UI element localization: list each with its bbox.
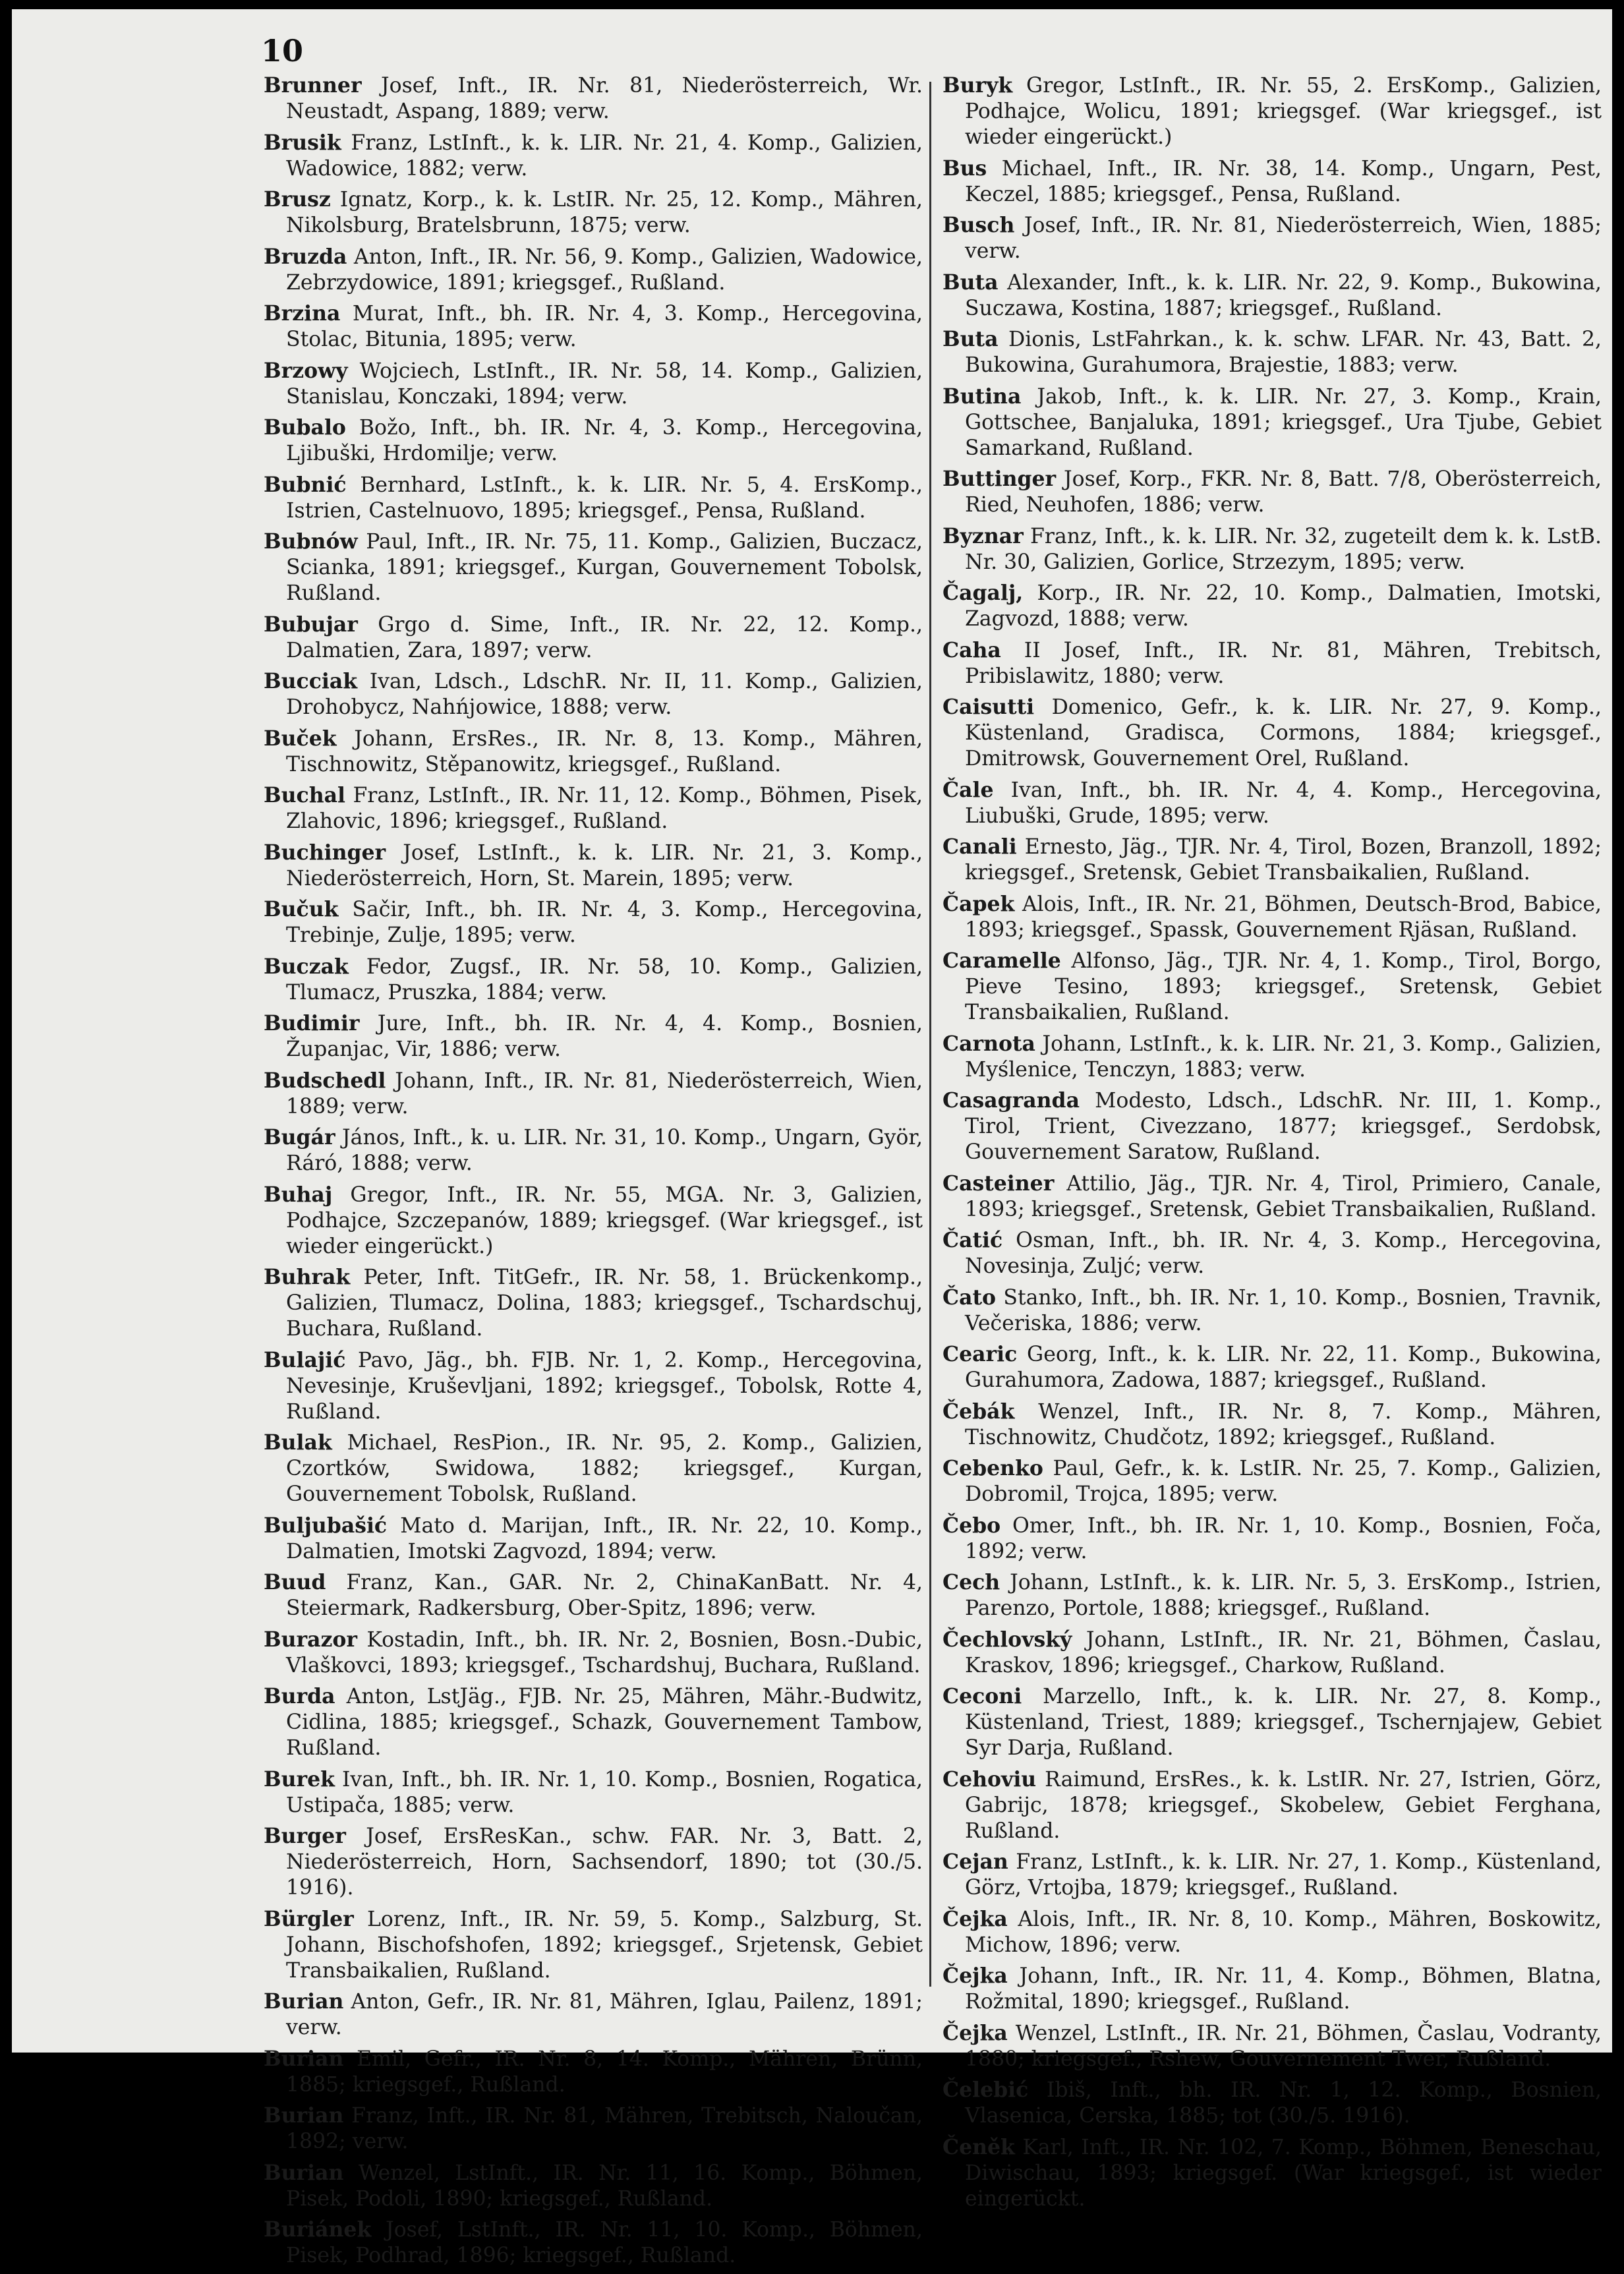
register-entry: [264, 130, 923, 182]
entry-details: Johann, LstInft., k. k. LIR. Nr. 21, 3. Komp., Galizien, Myślenice, Tenczyn, 1883; verw.: [965, 1032, 1602, 1082]
register-entry: [942, 1627, 1602, 1679]
entry-details: Ibiš, Inft., bh. IR. Nr. 1, 12. Komp., Bosnien, Vlasenica, Cerska, 1885; tot (30./5. 1916).: [965, 2078, 1602, 2128]
register-entry: [264, 1182, 923, 1260]
entry-surname: Casagranda: [942, 1088, 1080, 1113]
register-entry: [942, 212, 1602, 264]
entry-details: Johann, LstInft., k. k. LIR. Nr. 5, 3. ErsKomp., Istrien, Parenzo, Portole, 1888; kriegsgef., Rußland.: [965, 1571, 1602, 1620]
entry-surname: Brusik: [264, 130, 341, 155]
register-entry: [942, 326, 1602, 378]
register-entry: [942, 156, 1602, 208]
entry-details: Gregor, LstInft., IR. Nr. 55, 2. ErsKomp., Galizien, Podhajce, Wolicu, 1891; kriegsgef. (War kriegsgef., ist wieder eingerückt.): [965, 74, 1602, 149]
entry-details: Bernhard, LstInft., k. k. LIR. Nr. 5, 4. ErsKomp., Istrien, Castelnuovo, 1895; kriegsgef., Pensa, Rußland.: [286, 473, 923, 523]
register-entry: [942, 777, 1602, 829]
entry-details: Domenico, Gefr., k. k. LIR. Nr. 27, 9. Komp., Küstenland, Gradisca, Cormons, 1884; kriegsgef., Dmitrowsk, Gouvernement Orel, Rußland.: [965, 695, 1602, 771]
register-entry: [264, 244, 923, 296]
entry-surname: Buczak: [264, 954, 349, 979]
entry-details: II Josef, Inft., IR. Nr. 81, Mähren, Trebitsch, Pribislawitz, 1880; verw.: [965, 638, 1602, 688]
entry-surname: Bulajić: [264, 1347, 346, 1372]
entry-surname: Buriánek: [264, 2217, 372, 2242]
entry-surname: Caisutti: [942, 695, 1035, 719]
entry-surname: Caramelle: [942, 948, 1061, 973]
entry-surname: Čatić: [942, 1228, 1003, 1252]
entry-details: Grgo d. Sime, Inft., IR. Nr. 22, 12. Komp., Dalmatien, Zara, 1897; verw.: [286, 612, 923, 662]
entry-details: Paul, Inft., IR. Nr. 75, 11. Komp., Galizien, Buczacz, Scianka, 1891; kriegsgef., Kurgan, Gouvernement Tobolsk, Rußland.: [286, 530, 923, 605]
register-entry: [264, 529, 923, 606]
entry-surname: Čapek: [942, 891, 1015, 916]
entry-surname: Buljubašić: [264, 1513, 388, 1538]
entry-details: Sačir, Inft., bh. IR. Nr. 4, 3. Komp., Hercegovina, Trebinje, Zulje, 1895; verw.: [286, 898, 923, 947]
entry-details: Josef, LstInft., IR. Nr. 11, 10. Komp., Böhmen, Pisek, Podhrad, 1896; kriegsgef., Rußland.: [286, 2218, 923, 2267]
entry-details: Franz, Kan., GAR. Nr. 2, ChinaKanBatt. Nr. 4, Steiermark, Radkersburg, Ober-Spitz, 1896; verw.: [286, 1571, 923, 1620]
register-entry: [264, 840, 923, 892]
entry-details: Karl, Inft., IR. Nr. 102, 7. Komp., Böhmen, Beneschau, Diwischau, 1893; kriegsgef. (War kriegsgef., ist wieder eingerückt.: [965, 2135, 1602, 2211]
register-entry: [942, 891, 1602, 943]
register-entry: [942, 523, 1602, 575]
entry-surname: Čejka: [942, 1906, 1008, 1931]
entry-surname: Cearic: [942, 1342, 1018, 1366]
entry-details: Ivan, Inft., bh. IR. Nr. 1, 10. Komp., Bosnien, Rogatica, Ustipača, 1885; verw.: [286, 1767, 923, 1817]
register-entry: [942, 270, 1602, 322]
entry-details: Ernesto, Jäg., TJR. Nr. 4, Tirol, Bozen, Branzoll, 1892; kriegsgef., Sretensk, Gebiet Transbaikalien, Rußland.: [965, 835, 1602, 885]
register-entry: [942, 1285, 1602, 1337]
entry-details: Johann, Inft., IR. Nr. 81, Niederösterreich, Wien, 1889; verw.: [286, 1068, 923, 1119]
entry-surname: Busch: [942, 213, 1015, 237]
entry-details: Mato d. Marijan, Inft., IR. Nr. 22, 10. Komp., Dalmatien, Imotski Zagvozd, 1894; verw.: [286, 1513, 923, 1563]
register-entry: [942, 2020, 1602, 2072]
register-entry: [264, 1627, 923, 1679]
entry-surname: Burda: [264, 1684, 335, 1708]
entry-surname: Burger: [264, 1824, 346, 1848]
entry-surname: Bulak: [264, 1430, 332, 1455]
entry-surname: Buchal: [264, 783, 345, 807]
entry-surname: Čejka: [942, 1964, 1008, 1988]
entry-surname: Bubujar: [264, 612, 358, 637]
entry-surname: Burian: [264, 2103, 344, 2128]
entry-details: Johann, LstInft., IR. Nr. 21, Böhmen, Časlau, Kraskov, 1896; kriegsgef., Charkow, Rußland.: [965, 1627, 1602, 1677]
entry-details: Raimund, ErsRes., k. k. LstIR. Nr. 27, Istrien, Görz, Gabrijc, 1878; kriegsgef., Skobelew, Gebiet Ferghana, Rußland.: [965, 1767, 1602, 1843]
entry-details: Jakob, Inft., k. k. LIR. Nr. 27, 3. Komp., Krain, Gottschee, Banjaluka, 1891; kriegsgef., Ura Tjube, Gebiet Samarkand, Rußland.: [965, 384, 1602, 460]
register-entry: [264, 2160, 923, 2212]
document-page: [12, 9, 1612, 2267]
left-column: [264, 73, 923, 2274]
register-entry: [942, 73, 1602, 150]
entry-details: Ignatz, Korp., k. k. LstIR. Nr. 25, 12. Komp., Mähren, Nikolsburg, Bratelsbrunn, 1875; verw.: [286, 188, 923, 237]
entry-surname: Bürgler: [264, 1906, 354, 1931]
entry-surname: Cejan: [942, 1850, 1008, 1874]
register-entry: [942, 1399, 1602, 1451]
entry-surname: Čeněk: [942, 2134, 1015, 2159]
entry-details: Josef, LstInft., k. k. LIR. Nr. 21, 3. Komp., Niederösterreich, Horn, St. Marein, 1895; verw.: [286, 840, 923, 890]
register-entry: [264, 358, 923, 410]
entry-details: Alois, Inft., IR. Nr. 21, Böhmen, Deutsch-Brod, Babice, 1893; kriegsgef., Spassk, Gouvernement Rjäsan, Rußland.: [965, 892, 1602, 942]
register-entry: [264, 1347, 923, 1425]
register-entry: [264, 2046, 923, 2098]
entry-details: Johann, ErsRes., IR. Nr. 8, 13. Komp., Mähren, Tischnowitz, Stěpanowitz, kriegsgef., Rußland.: [286, 726, 923, 776]
entry-details: Wenzel, LstInft., IR. Nr. 21, Böhmen, Časlau, Vodranty, 1880; kriegsgef., Rshew, Gouvernement Twer, Rußland.: [965, 2021, 1602, 2071]
entry-details: Josef, Korp., FKR. Nr. 8, Batt. 7/8, Oberösterreich, Ried, Neuhofen, 1886; verw.: [965, 467, 1602, 517]
entry-details: Modesto, Ldsch., LdschR. Nr. III, 1. Komp., Tirol, Trient, Civezzano, 1877; kriegsgef., Serdobsk, Gouvernement Saratow, Rußland.: [965, 1089, 1602, 1164]
entry-surname: Buchinger: [264, 840, 386, 865]
register-entry: [942, 1341, 1602, 1393]
register-entry: [942, 1963, 1602, 2015]
entry-details: Fedor, Zugsf., IR. Nr. 58, 10. Komp., Galizien, Tlumacz, Pruszka, 1884; verw.: [286, 954, 923, 1005]
register-entry: [942, 2134, 1602, 2212]
entry-surname: Cebenko: [942, 1456, 1043, 1480]
entry-surname: Buta: [942, 327, 999, 351]
register-entry: [264, 1010, 923, 1063]
entry-surname: Butina: [942, 384, 1022, 409]
register-entry: [264, 896, 923, 948]
register-entry: [942, 637, 1602, 689]
entry-details: Pavo, Jäg., bh. FJB. Nr. 1, 2. Komp., Hercegovina, Nevesinje, Kruševljani, 1892; kriegsgef., Tobolsk, Rotte 4, Rußland.: [286, 1348, 923, 1424]
register-entry: [264, 1068, 923, 1120]
entry-details: Emil, Gefr., IR. Nr. 8, 14. Komp., Mähren, Brünn, 1885; kriegsgef., Rußland.: [286, 2047, 923, 2097]
entry-surname: Buttinger: [942, 467, 1057, 491]
register-entry: [942, 834, 1602, 886]
register-entry: [942, 948, 1602, 1026]
entry-surname: Buud: [264, 1570, 326, 1594]
register-entry: [264, 1513, 923, 1565]
entry-details: Jure, Inft., bh. IR. Nr. 4, 4. Komp., Bosnien, Županjac, Vir, 1886; verw.: [286, 1012, 923, 1061]
entry-surname: Casteiner: [942, 1171, 1055, 1196]
register-entry: [264, 472, 923, 524]
entry-details: Alexander, Inft., k. k. LIR. Nr. 22, 9. Komp., Bukowina, Suczawa, Kostina, 1887; kriegsgef., Rußland.: [965, 270, 1602, 320]
entry-details: Wojciech, LstInft., IR. Nr. 58, 14. Komp., Galizien, Stanislau, Konczaki, 1894; verw.: [286, 359, 923, 409]
entry-surname: Bubalo: [264, 415, 346, 440]
register-entry: [942, 1766, 1602, 1844]
register-entry: [264, 726, 923, 778]
entry-surname: Čato: [942, 1285, 997, 1310]
entry-surname: Ceconi: [942, 1684, 1022, 1708]
entry-details: Gregor, Inft., IR. Nr. 55, MGA. Nr. 3, Galizien, Podhajce, Szczepanów, 1889; kriegsgef. (War kriegsgef., ist wieder eingerückt.): [286, 1182, 923, 1258]
entry-details: Attilio, Jäg., TJR. Nr. 4, Tirol, Primiero, Canale, 1893; kriegsgef., Sretensk, Gebiet Transbaikalien, Rußland.: [965, 1171, 1602, 1221]
entry-details: Josef, Inft., IR. Nr. 81, Niederösterreich, Wr. Neustadt, Aspang, 1889; verw.: [286, 74, 923, 123]
register-entry: [942, 1683, 1602, 1761]
page-number: 10: [261, 33, 304, 69]
entry-surname: Cech: [942, 1570, 1000, 1594]
entry-details: Michael, Inft., IR. Nr. 38, 14. Komp., Ungarn, Pest, Keczel, 1885; kriegsgef., Pensa, Rußland.: [965, 156, 1602, 206]
entry-details: Franz, Inft., k. k. LIR. Nr. 32, zugeteilt dem k. k. LstB. Nr. 30, Galizien, Gorlice, Strzezym, 1895; verw.: [965, 524, 1602, 574]
entry-surname: Bruzda: [264, 244, 347, 269]
entry-details: Kostadin, Inft., bh. IR. Nr. 2, Bosnien, Bosn.-Dubic, Vlaškovci, 1893; kriegsgef., Tschardshuj, Buchara, Rußland.: [286, 1627, 923, 1677]
entry-surname: Brzowy: [264, 358, 348, 383]
entry-details: Georg, Inft., k. k. LIR. Nr. 22, 11. Komp., Bukowina, Gurahumora, Zadowa, 1887; kriegsgef., Rußland.: [965, 1343, 1602, 1392]
entry-surname: Budimir: [264, 1011, 360, 1035]
entry-surname: Buta: [942, 270, 999, 295]
register-entry: [264, 954, 923, 1006]
entry-surname: Burian: [264, 1989, 344, 2014]
register-entry: [264, 1124, 923, 1177]
register-entry: [264, 1766, 923, 1819]
entry-details: Franz, LstInft., k. k. LIR. Nr. 21, 4. Komp., Galizien, Wadowice, 1882; verw.: [286, 131, 923, 181]
entry-details: Josef, Inft., IR. Nr. 81, Niederösterreich, Wien, 1885; verw.: [965, 214, 1602, 263]
register-entry: [264, 1430, 923, 1507]
register-entry: [264, 73, 923, 125]
entry-surname: Brusz: [264, 187, 331, 212]
entry-details: Alois, Inft., IR. Nr. 8, 10. Komp., Mähren, Boskowitz, Michow, 1896; verw.: [965, 1907, 1602, 1957]
right-column: [942, 73, 1602, 2217]
entry-surname: Brzina: [264, 301, 341, 326]
column-divider: [929, 82, 931, 1987]
register-entry: [264, 1906, 923, 1984]
entry-surname: Bubnów: [264, 529, 358, 554]
entry-surname: Bubnić: [264, 472, 347, 497]
entry-details: Franz, LstInft., k. k. LIR. Nr. 27, 1. Komp., Küstenland, Görz, Vrtojba, 1879; kriegsgef., Rußland.: [965, 1850, 1602, 1900]
entry-surname: Čelebić: [942, 2078, 1029, 2102]
entry-surname: Brunner: [264, 73, 362, 98]
register-entry: [942, 1455, 1602, 1507]
register-entry: [264, 1264, 923, 1342]
register-entry: [942, 466, 1602, 518]
register-entry: [264, 1683, 923, 1761]
entry-surname: Čebo: [942, 1513, 1001, 1538]
register-entry: [942, 1906, 1602, 1958]
entry-surname: Caha: [942, 637, 1001, 662]
register-entry: [942, 1227, 1602, 1279]
entry-details: Josef, ErsResKan., schw. FAR. Nr. 3, Batt. 2, Niederösterreich, Horn, Sachsendorf, 1890; tot (30./5. 1916).: [286, 1824, 923, 1900]
entry-details: Wenzel, Inft., IR. Nr. 8, 7. Komp., Mähren, Tischnowitz, Chudčotz, 1892; kriegsgef., Rußland.: [965, 1399, 1602, 1449]
entry-surname: Carnota: [942, 1031, 1035, 1056]
entry-surname: Bus: [942, 156, 987, 181]
register-entry: [264, 668, 923, 720]
register-entry: [264, 2217, 923, 2269]
entry-details: Božo, Inft., bh. IR. Nr. 4, 3. Komp., Hercegovina, Ljibuški, Hrdomilje; verw.: [286, 416, 923, 465]
entry-details: Michael, ResPion., IR. Nr. 95, 2. Komp., Galizien, Czortków, Swidowa, 1882; kriegsgef., Kurgan, Gouvernement Tobolsk, Rußland.: [286, 1431, 923, 1506]
register-entry: [264, 187, 923, 239]
entry-surname: Burian: [264, 2046, 344, 2071]
register-entry: [264, 301, 923, 353]
entry-details: Dionis, LstFahrkan., k. k. schw. LFAR. Nr. 43, Batt. 2, Bukowina, Gurahumora, Brajestie, 1883; verw.: [965, 328, 1602, 377]
entry-details: Johann, Inft., IR. Nr. 11, 4. Komp., Böhmen, Blatna, Rožmital, 1890; kriegsgef., Rußland.: [965, 1964, 1602, 2014]
entry-details: Paul, Gefr., k. k. LstIR. Nr. 25, 7. Komp., Galizien, Dobromil, Trojca, 1895; verw.: [965, 1457, 1602, 1506]
entry-details: Franz, LstInft., IR. Nr. 11, 12. Komp., Böhmen, Pisek, Zlahovic, 1896; kriegsgef., Rußland.: [286, 784, 923, 833]
entry-details: Murat, Inft., bh. IR. Nr. 4, 3. Komp., Hercegovina, Stolac, Bitunia, 1895; verw.: [286, 302, 923, 351]
entry-details: Anton, Gefr., IR. Nr. 81, Mähren, Iglau, Pailenz, 1891; verw.: [286, 1990, 923, 2039]
entry-surname: Byznar: [942, 523, 1024, 548]
register-entry: [942, 580, 1602, 632]
entry-surname: Budschedl: [264, 1068, 386, 1093]
register-entry: [264, 612, 923, 664]
entry-surname: Canali: [942, 834, 1017, 859]
entry-surname: Čale: [942, 777, 994, 802]
entry-surname: Cehoviu: [942, 1766, 1037, 1792]
register-entry: [942, 1088, 1602, 1165]
register-entry: [942, 1031, 1602, 1083]
entry-details: János, Inft., k. u. LIR. Nr. 31, 10. Komp., Ungarn, Györ, Ráró, 1888; verw.: [286, 1126, 923, 1175]
entry-details: Ivan, Inft., bh. IR. Nr. 4, 4. Komp., Hercegovina, Liubuški, Grude, 1895; verw.: [965, 778, 1602, 828]
entry-details: Franz, Inft., IR. Nr. 81, Mähren, Trebitsch, Naloučan, 1892; verw.: [286, 2104, 923, 2153]
entry-surname: Buryk: [942, 73, 1013, 98]
entry-details: Alfonso, Jäg., TJR. Nr. 4, 1. Komp., Tirol, Borgo, Pieve Tesino, 1893; kriegsgef., Sretensk, Gebiet Transbaikalien, Rußland.: [965, 949, 1602, 1024]
register-entry: [942, 1513, 1602, 1565]
entry-surname: Čechlovský: [942, 1627, 1072, 1652]
register-entry: [942, 384, 1602, 461]
entry-details: Ivan, Ldsch., LdschR. Nr. II, 11. Komp., Galizien, Drohobycz, Nahńjowice, 1888; verw.: [286, 670, 923, 719]
entry-details: Lorenz, Inft., IR. Nr. 59, 5. Komp., Salzburg, St. Johann, Bischofshofen, 1892; kriegsgef., Srjetensk, Gebiet Transbaikalien, Rußland.: [286, 1907, 923, 1983]
entry-surname: Bucciak: [264, 669, 358, 693]
entry-details: Stanko, Inft., bh. IR. Nr. 1, 10. Komp., Bosnien, Travnik, Večeriska, 1886; verw.: [965, 1285, 1602, 1335]
register-entry: [264, 415, 923, 467]
entry-surname: Bučuk: [264, 897, 339, 921]
entry-surname: Buhaj: [264, 1182, 333, 1207]
register-entry: [264, 1569, 923, 1621]
entry-surname: Buček: [264, 726, 337, 751]
register-entry: [264, 1823, 923, 1901]
entry-surname: Burazor: [264, 1627, 358, 1652]
entry-details: Osman, Inft., bh. IR. Nr. 4, 3. Komp., Hercegovina, Novesinja, Zuljć; verw.: [965, 1229, 1602, 1278]
entry-surname: Burek: [264, 1766, 335, 1792]
register-entry: [942, 694, 1602, 772]
entry-details: Omer, Inft., bh. IR. Nr. 1, 10. Komp., Bosnien, Foča, 1892; verw.: [965, 1513, 1602, 1563]
entry-details: Peter, Inft. TitGefr., IR. Nr. 58, 1. Brückenkomp., Galizien, Tlumacz, Dolina, 1883; kriegsgef., Tschardschuj, Buchara, Rußland.: [286, 1266, 923, 1341]
register-entry: [942, 1171, 1602, 1223]
entry-surname: Buhrak: [264, 1265, 351, 1289]
entry-details: Wenzel, LstInft., IR. Nr. 11, 16. Komp., Böhmen, Pisek, Podoli, 1890; kriegsgef., Rußland.: [286, 2161, 923, 2211]
register-entry: [264, 782, 923, 834]
register-entry: [942, 2077, 1602, 2129]
entry-details: Anton, LstJäg., FJB. Nr. 25, Mähren, Mähr.-Budwitz, Cidlina, 1885; kriegsgef., Schazk, Gouvernement Tambow, Rußland.: [286, 1685, 923, 1760]
entry-surname: Bugár: [264, 1125, 335, 1150]
register-entry: [942, 1849, 1602, 1901]
entry-surname: Čejka: [942, 2020, 1008, 2045]
entry-surname: Burian: [264, 2160, 344, 2185]
register-entry: [942, 1569, 1602, 1621]
entry-surname: Čagalj,: [942, 581, 1024, 605]
entry-details: Korp., IR. Nr. 22, 10. Komp., Dalmatien, Imotski, Zagvozd, 1888; verw.: [965, 581, 1602, 631]
register-entry: [264, 1989, 923, 2041]
register-entry: [264, 2103, 923, 2155]
entry-details: Anton, Inft., IR. Nr. 56, 9. Komp., Galizien, Wadowice, Zebrzydowice, 1891; kriegsgef., Rußland.: [286, 245, 923, 295]
entry-details: Marzello, Inft., k. k. LIR. Nr. 27, 8. Komp., Küstenland, Triest, 1889; kriegsgef., Tschernjajew, Gebiet Syr Darja, Rußland.: [965, 1685, 1602, 1760]
entry-surname: Čebák: [942, 1399, 1015, 1424]
